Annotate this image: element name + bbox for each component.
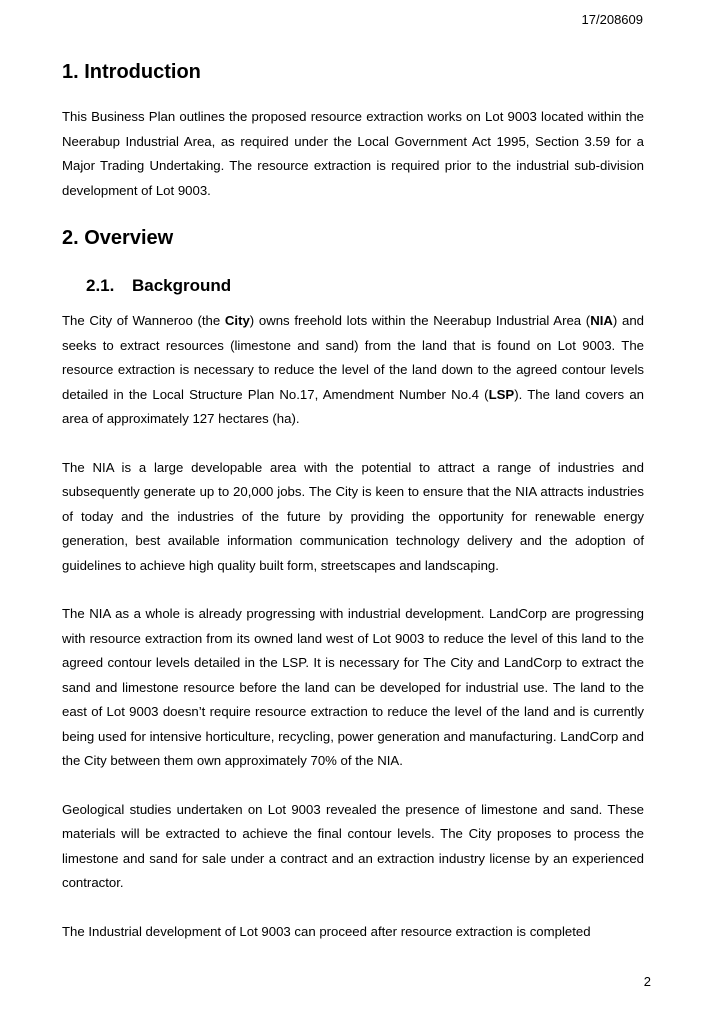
p1-bold-city: City: [224, 313, 250, 328]
p1-text-4: ). The land covers an area of approximately 127 hectares (ha).: [62, 386, 645, 426]
background-paragraph-3: The NIA as a whole is already progressing with industrial development. LandCorp are progressing with resource extraction from its owned land west of Lot 9003 to reduce the level of this land to the agreed contour levels detailed in the LSP. It is necessary for The City and LandCorp to extract the sand and limestone resource before the land can be developed for industrial use. The land to the east of Lot 9003 doesn’t require resource extraction to reduce the level of the land and is currently being used for intensive horticulture, recycling, power generation and manufacturing. LandCorp and the City between them own approximately 70% of the NIA.: [62, 606, 644, 768]
heading-background: [62, 274, 644, 298]
heading-background-title: Background: [132, 276, 232, 295]
background-paragraph-1: [62, 309, 644, 432]
p1-bold-lsp: LSP: [488, 386, 515, 402]
background-paragraph-2: The NIA is a large developable area with the potential to attract a range of industries and subsequently generate up to 20,000 jobs. The City is keen to ensure that the NIA attracts industries of today and the industries of the future by providing the opportunity for renewable energy generation, best available information communication technology delivery and the adoption of guidelines to achieve high quality built form, streetscapes and landscaping.: [62, 459, 644, 573]
background-paragraph-5: The Industrial development of Lot 9003 can proceed after resource extraction is completed: [62, 923, 591, 939]
heading-background-number: 2.1.: [86, 276, 115, 295]
heading-overview: 2. Overview: [62, 227, 174, 249]
p1-bold-nia: NIA: [590, 313, 613, 328]
heading-introduction: 1. Introduction: [62, 61, 201, 83]
page-number: 2: [643, 974, 651, 989]
introduction-paragraph: This Business Plan outlines the proposed resource extraction works on Lot 9003 located within the Neerabup Industrial Area, as required under the Local Government Act 1995, Section 3.59 for a Major Trading Undertaking. The resource extraction is required prior to the industrial sub-division development of Lot 9003.: [62, 109, 644, 198]
document-reference-number: 17/208609: [581, 12, 643, 27]
p1-text-1: The City of Wanneroo (the: [62, 313, 225, 328]
background-paragraph-4: Geological studies undertaken on Lot 9003 revealed the presence of limestone and sand. These materials will be extracted to achieve the final contour levels. The City proposes to process the limestone and sand for sale under a contract and an extraction industry license by an experienced contractor.: [62, 801, 644, 890]
p1-text-3: ) and seeks to extract resources (limestone and sand) from the land that is found on Lot 9003. The resource extraction is necessary to reduce the level of the land down to the agreed contour levels detailed in the Local Structure Plan No.17, Amendment Number No.4 (: [62, 313, 644, 402]
p1-text-2: ) owns freehold lots within the Neerabup Industrial Area (: [249, 313, 591, 328]
document-body: [62, 58, 644, 944]
